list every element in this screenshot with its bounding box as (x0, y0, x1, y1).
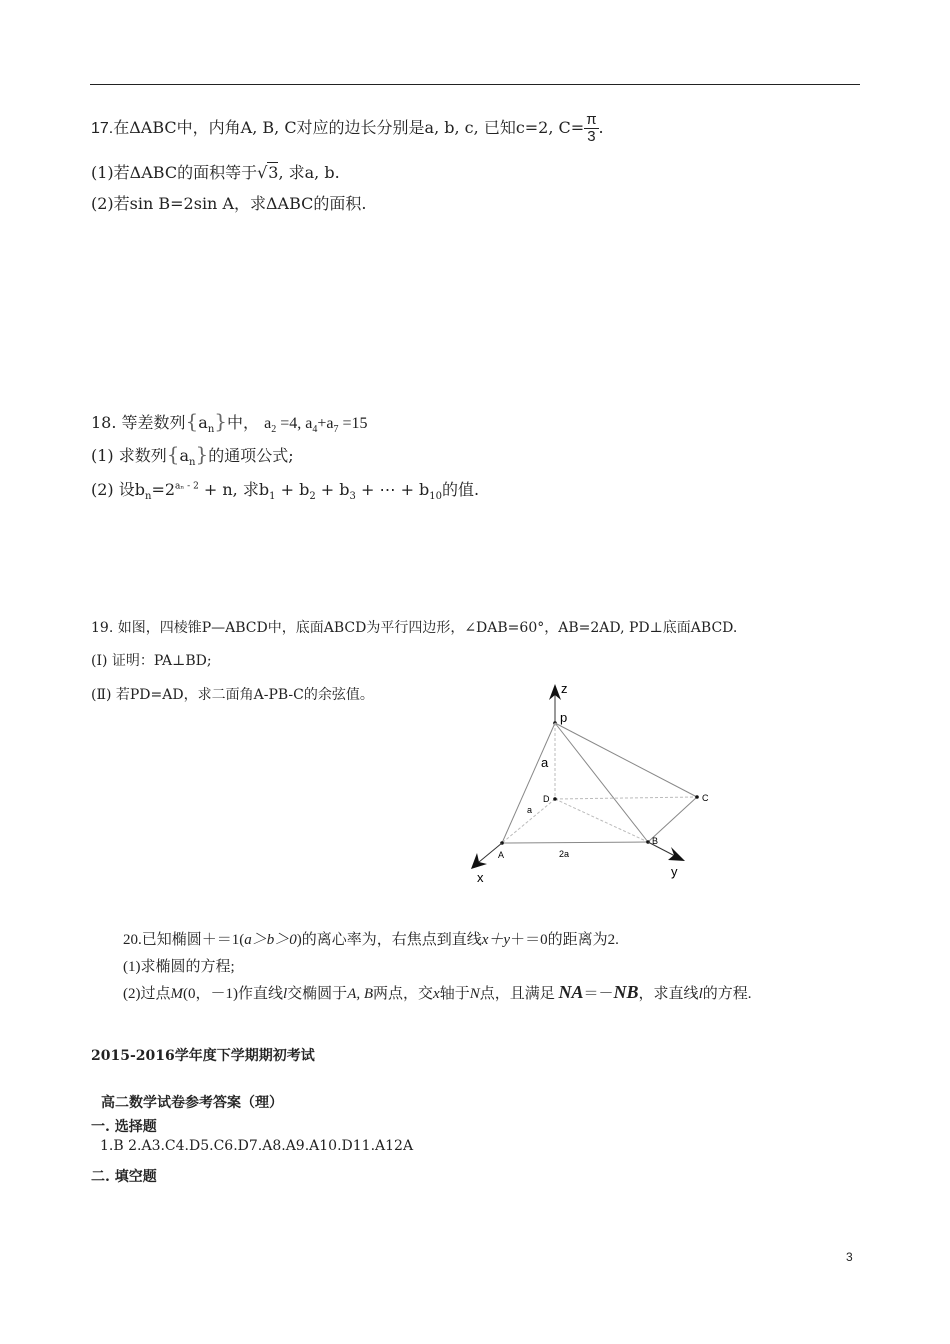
point-d (553, 797, 557, 801)
q18-line1 (91, 409, 368, 435)
plus-b: + b (320, 480, 350, 499)
q20-part2 (123, 982, 752, 1003)
sub-n: n (145, 491, 152, 503)
q19-line1: 19. 如图，四棱锥P—ABCD中，底面ABCD为平行四边形，∠DAB=60°，AB=2AD, PD⊥底面ABCD. (91, 620, 738, 636)
sub-1: 1 (269, 491, 276, 503)
q18-part2-text: (2) 设b (91, 480, 145, 499)
right-brace: } (214, 409, 228, 433)
q19-part1: (Ⅰ) 证明：PA⊥BD; (91, 653, 212, 669)
q20-x: x (433, 986, 440, 1002)
q20-t1: (2)过点 (123, 986, 171, 1002)
q20-m: M (170, 986, 183, 1002)
seq-n: n (189, 457, 196, 469)
sqrt-3: 3 (268, 163, 279, 182)
page-number: 3 (846, 1250, 853, 1264)
section-fill: 二. 填空题 (91, 1169, 157, 1185)
label-c: C (702, 793, 709, 803)
q18-end: 的值. (442, 480, 480, 499)
q17-period: . (598, 118, 604, 137)
sub-3: 3 (349, 491, 356, 503)
q18-zhong: 中， (227, 413, 260, 432)
label-x: x (477, 870, 484, 885)
x-arrow-icon (471, 853, 487, 869)
q17-stem: 在ΔABC中，内角A, B, C对应的边长分别是a, b, c, 已知c=2, C= (113, 118, 585, 137)
plus-b: + b (280, 480, 310, 499)
label-d: D (543, 794, 550, 804)
exam-title: 2015-2016学年度下学期期初考试 (91, 1048, 315, 1064)
sub-2: 2 (309, 491, 316, 503)
left-brace: { (185, 409, 199, 433)
q20-t7: ，求直线 (638, 986, 699, 1002)
q18-stem: 18. 等差数列 (91, 413, 186, 432)
label-ab-length: 2a (559, 849, 570, 859)
pi-over-3-fraction (584, 112, 598, 145)
q17-line1 (91, 112, 604, 145)
q19-part2: (Ⅱ) 若PD=AD，求二面角A-PB-C的余弦值。 (91, 687, 374, 703)
seq-n: n (207, 424, 215, 436)
q20-stem: 20.已知椭圆＋＝1( (123, 932, 245, 948)
q18-part1-end: 的通项公式; (208, 446, 294, 465)
plus-b: + b (400, 480, 430, 499)
label-ad-length: a (527, 805, 533, 815)
q18-eq: =2 (151, 480, 176, 499)
q20-t5: 轴于 (439, 986, 470, 1002)
q18-ask: + n, 求b (198, 480, 270, 499)
q20-line-expr: x＋y (481, 932, 511, 948)
pyramid-figure (465, 678, 725, 888)
edge-pc (555, 723, 697, 797)
label-y: y (671, 864, 678, 879)
q20-n: N (469, 986, 480, 1002)
q18-exponent: aₙ - 2 (175, 481, 199, 492)
answer-title: 高二数学试卷参考答案（理） (101, 1095, 283, 1111)
q18-part1-text: (1) 求数列 (91, 446, 167, 465)
q18-part2: (2) 设$b_n=2^{a_n - 2} + n$, 求$b_1 + b_2 + b_3$ + ⋯ + $b_{10}$的值. (91, 480, 480, 503)
y-axis-line (648, 842, 675, 856)
q20-line1 (123, 928, 619, 949)
label-pd-length: a (541, 755, 549, 770)
vector-na: NA (558, 982, 584, 1002)
q17-part1-ask: , 求a, b. (278, 163, 340, 182)
section-choice: 一. 选择题 (91, 1119, 157, 1135)
q18-condition: $a_2 =4$, $a_4+a_7 =15$ (264, 415, 368, 436)
q17-part2: (2)若sin B=2sin A，求ΔABC的面积. (91, 194, 367, 213)
vector-nb: NB (613, 982, 639, 1002)
q20-eq: ＝－ (583, 986, 614, 1002)
edge-ab (502, 842, 648, 843)
fraction-numerator: π (586, 111, 597, 128)
seq-a: a (179, 446, 190, 465)
edge-db (555, 799, 648, 842)
q20-t3: 交椭圆于 (287, 986, 348, 1002)
q20-text: )的离心率为，右焦点到直线 (296, 932, 482, 948)
q20-t8: 的方程. (702, 986, 752, 1002)
q20-part1: (1)求椭圆的方程; (123, 959, 235, 975)
seq-a: a (198, 413, 208, 432)
q20-condition: a＞b＞0 (244, 932, 297, 948)
sub-10: 10 (429, 491, 443, 503)
right-brace: } (195, 442, 209, 466)
label-z: z (561, 681, 568, 696)
edge-dc (555, 797, 697, 799)
q20-t4: 两点，交 (373, 986, 434, 1002)
point-c (695, 795, 699, 799)
q20-l2: l (698, 986, 703, 1002)
q20-ab: A, B (347, 986, 374, 1002)
label-b: B (652, 836, 659, 846)
q20-l: l (283, 986, 288, 1002)
q20-t2: (0，－1)作直线 (183, 986, 283, 1002)
label-p: p (560, 710, 568, 725)
edge-pb (555, 723, 648, 842)
label-a: A (498, 850, 505, 860)
left-brace: { (166, 442, 180, 466)
q17-part1-text: (1)若ΔABC的面积等于 (91, 163, 258, 182)
q17-number: 17. (91, 120, 114, 137)
q18-part1 (91, 442, 294, 468)
q20-text-end: ＋＝0的距离为2. (510, 932, 619, 948)
q20-t6: 点，且满足 (479, 986, 555, 1002)
edge-pa (502, 723, 555, 843)
header-rule (90, 84, 860, 85)
fraction-denominator: 3 (587, 128, 596, 145)
choice-answers: 1.B 2.A3.C4.D5.C6.D7.A8.A9.A10.D11.A12A (100, 1138, 414, 1154)
q17-part1: (1)若ΔABC的面积等于√3, 求a, b. (91, 163, 340, 182)
